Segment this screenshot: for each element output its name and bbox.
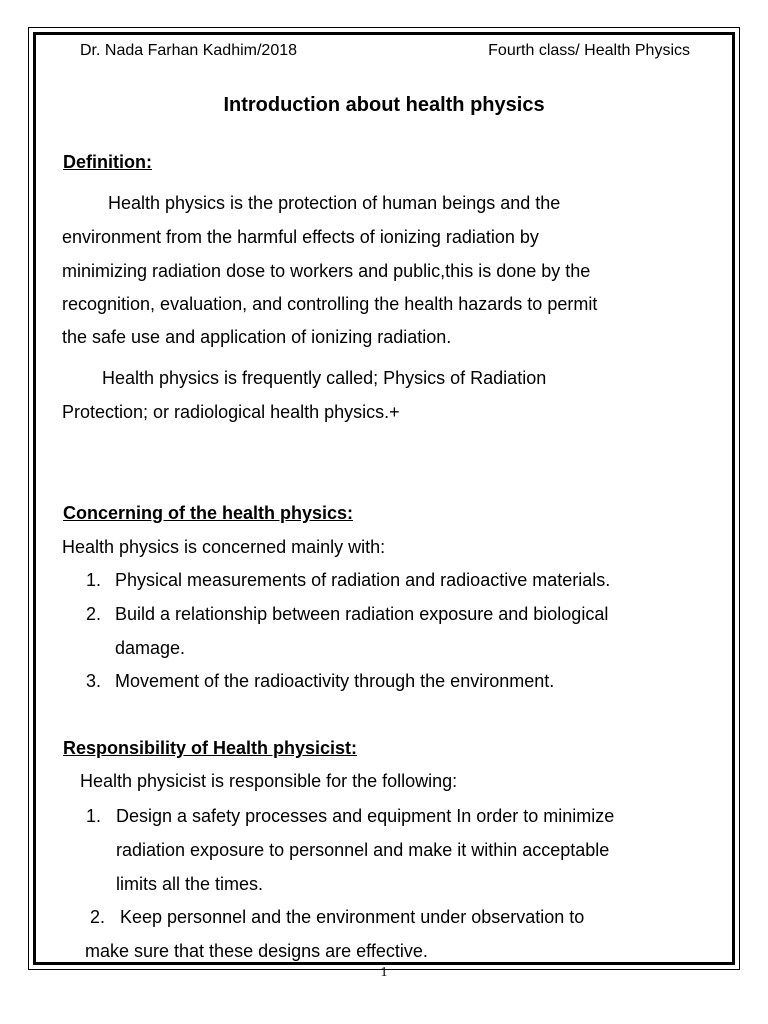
list-item-continuation: limits all the times.: [116, 874, 264, 894]
list-item: Keep personnel and the environment under observation to: [120, 907, 585, 927]
list-item: Movement of the radioactivity through the environment.: [115, 671, 555, 691]
definition-line: minimizing radiation dose to workers and public,this is done by the: [62, 261, 591, 281]
list-number: 1.: [86, 570, 102, 590]
definition-alias-line: Health physics is frequently called; Physics of Radiation: [102, 368, 547, 388]
definition-alias-line: Protection; or radiological health physics.+: [62, 402, 400, 422]
header-author: Dr. Nada Farhan Kadhim/2018: [80, 42, 298, 59]
definition-line: Health physics is the protection of human beings and the: [108, 193, 561, 213]
list-item: Build a relationship between radiation exposure and biological: [115, 604, 609, 624]
page-number: 1: [380, 965, 388, 980]
list-item-continuation: radiation exposure to personnel and make it within acceptable: [116, 840, 610, 860]
list-number: 1.: [86, 806, 102, 826]
responsibility-intro: Health physicist is responsible for the following:: [80, 771, 458, 791]
header-course: Fourth class/ Health Physics: [488, 42, 690, 59]
definition-heading: Definition:: [63, 152, 152, 172]
list-item: Design a safety processes and equipment In order to minimize: [116, 806, 615, 826]
concerning-heading: Concerning of the health physics:: [63, 503, 354, 523]
responsibility-heading: Responsibility of Health physicist:: [63, 738, 358, 758]
list-item-continuation: damage.: [115, 638, 186, 658]
definition-line: recognition, evaluation, and controlling the health hazards to permit: [62, 294, 598, 314]
list-item-continuation: make sure that these designs are effective.: [85, 941, 428, 961]
page-title: Introduction about health physics: [223, 94, 545, 116]
concerning-intro: Health physics is concerned mainly with:: [62, 537, 386, 557]
list-number: 2.: [86, 604, 102, 624]
definition-line: environment from the harmful effects of ionizing radiation by: [62, 227, 539, 247]
list-number: 3.: [86, 671, 102, 691]
list-number: 2.: [90, 907, 106, 927]
definition-line: the safe use and application of ionizing radiation.: [62, 327, 452, 347]
list-item: Physical measurements of radiation and radioactive materials.: [115, 570, 611, 590]
